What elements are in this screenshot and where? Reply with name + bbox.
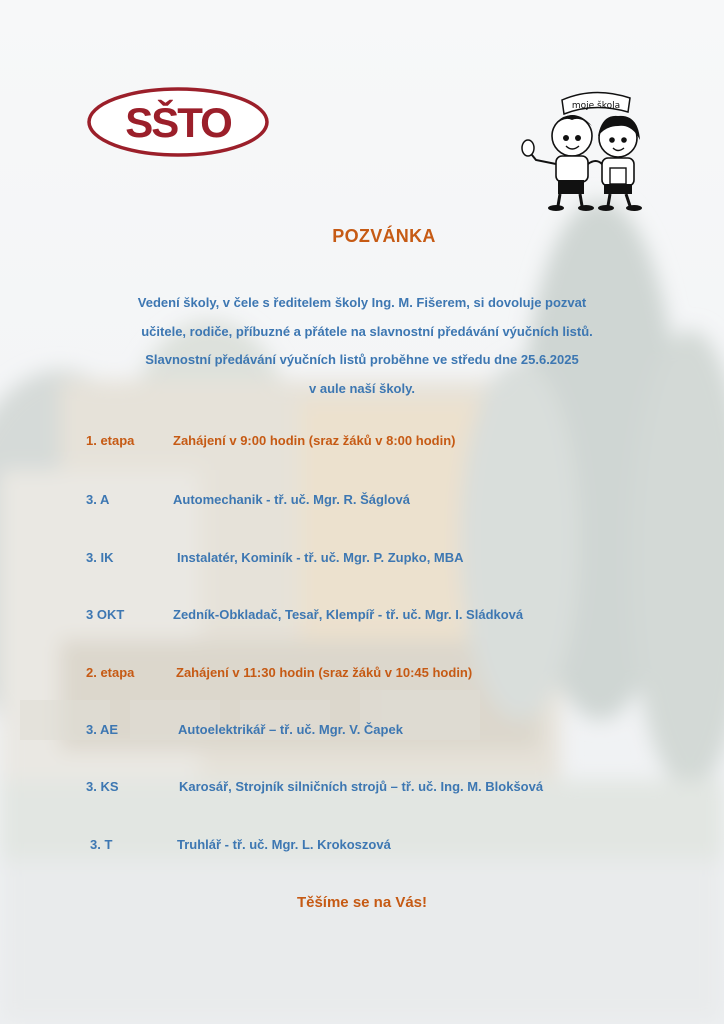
class-code: 3. IK xyxy=(86,550,114,565)
schedule-row-class xyxy=(86,777,666,797)
class-code: 3. A xyxy=(86,492,110,507)
schedule-row-class xyxy=(86,548,646,568)
schedule-row-class xyxy=(86,605,666,625)
class-code: 3 OKT xyxy=(86,607,125,622)
stage-label: 2. etapa xyxy=(86,665,135,680)
invitation-title: POZVÁNKA xyxy=(332,226,436,246)
class-code: 3. AE xyxy=(86,722,119,737)
logo-text: SŠTO xyxy=(125,99,231,146)
class-description: Zedník-Obkladač, Tesař, Klempíř - tř. uč. Mgr. I. Sládková xyxy=(173,607,524,622)
schedule-row-class xyxy=(86,490,646,510)
mascot-kids-illustration xyxy=(514,84,660,214)
intro-line: Slavnostní předávání výučních listů proběhne ve středu dne 25.6.2025 xyxy=(145,352,579,368)
mascot-sign-text: moje škola xyxy=(571,101,621,111)
class-description: Instalatér, Kominík - tř. uč. Mgr. P. Zupko, MBA xyxy=(177,550,464,565)
school-logo xyxy=(86,86,270,158)
closing-message: Těšíme se na Vás! xyxy=(296,894,428,911)
class-description: Karosář, Strojník silničních strojů – tř. uč. Ing. M. Blokšová xyxy=(179,779,544,794)
class-description: Truhlář - tř. uč. Mgr. L. Krokoszová xyxy=(177,837,391,852)
schedule-row-class xyxy=(86,720,646,740)
schedule-row-stage-2 xyxy=(86,663,646,683)
class-code: 3. KS xyxy=(86,779,119,794)
stage-start-time: Zahájení v 11:30 hodin (sraz žáků v 10:45 hodin) xyxy=(176,665,473,680)
stage-label: 1. etapa xyxy=(86,433,135,448)
intro-paragraph xyxy=(60,289,664,404)
class-description: Autoelektrikář – tř. uč. Mgr. V. Čapek xyxy=(178,722,403,737)
intro-line: v aule naší školy. xyxy=(309,381,415,397)
intro-line: Vedení školy, v čele s ředitelem školy Ing. M. Fišerem, si dovoluje pozvat xyxy=(137,295,587,310)
class-code: 3. T xyxy=(90,837,113,852)
class-description: Automechanik - tř. uč. Mgr. R. Šáglová xyxy=(173,492,410,507)
schedule-row-class xyxy=(90,835,650,855)
intro-line: učitele, rodiče, příbuzné a přátele na slavnostní předávání výučních listů. xyxy=(141,323,593,339)
stage-start-time: Zahájení v 9:00 hodin (sraz žáků v 8:00 hodin) xyxy=(173,433,456,448)
schedule-row-stage-1 xyxy=(86,431,646,451)
